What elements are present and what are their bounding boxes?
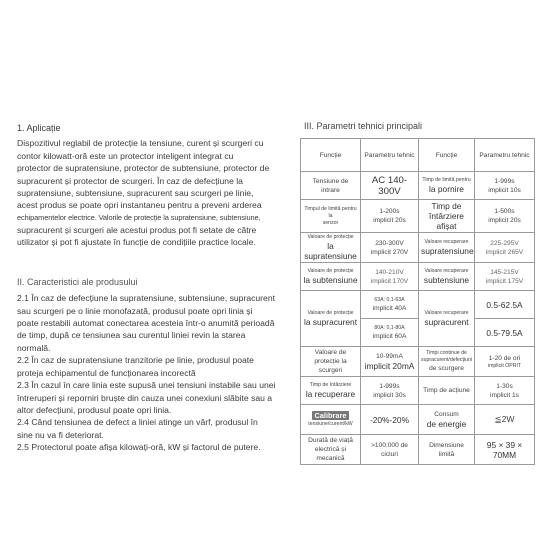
table-cell: Timpul de limită pentru la senzor: [301, 200, 361, 233]
table-cell: AC 140-300V: [361, 172, 419, 200]
table-cell: 80A: 0,1-80A implicit 60A: [361, 319, 419, 347]
feature-line: normală.: [17, 342, 51, 353]
feature-line: întreruperi și reporniri bruște din cauza unei conexiuni slăbite sau a: [17, 392, 273, 403]
application-line: Dispozitivul reglabil de protecție la tensiune, curent și scurgeri cu: [17, 138, 264, 149]
table-cell: 1-999s implicit 30s: [361, 377, 419, 405]
table-row: [301, 263, 535, 291]
table-cell: Timp de acțiune: [419, 377, 475, 405]
table-cell: 10-99mA implicit 20mA: [361, 347, 419, 377]
table-row: [301, 377, 535, 405]
table-row: [301, 435, 535, 465]
feature-line: poate restabili automat conectarea acesteia într-o anumită perioadă: [17, 318, 275, 329]
calibration-badge: Calibrare: [314, 411, 347, 420]
table-cell: 1-200s implicit 20s: [361, 200, 419, 233]
feature-line: 2.1 În caz de defecțiune la supratensiune, subtensiune, supracurent: [17, 293, 275, 304]
table-row: [301, 172, 535, 200]
table-cell: 140-210V implicit 170V: [361, 263, 419, 291]
table-cell: 63A: 0,1-63A implicit 40A: [361, 291, 419, 319]
application-line: contor kilowatt-oră este un protector inteligent integrat cu: [17, 150, 234, 161]
table-cell: 230-300V implicit 270V: [361, 233, 419, 263]
table-header-row: [301, 139, 535, 172]
table-cell: Valoare recuperare supratensiune: [419, 233, 475, 263]
table-cell: Tensiune de intrare: [301, 172, 361, 200]
section-application-title: 1. Aplicație: [17, 123, 61, 133]
feature-line: sau scurgeri pe o linie monofazată, produsul poate opri linia și: [17, 305, 253, 316]
feature-line: proteja echipamentul de funcționarea incorectă: [17, 367, 196, 378]
table-cell: Valoare recuperare supracurent: [419, 291, 475, 347]
table-cell: 1-999s implicit 10s: [475, 172, 535, 200]
table-cell: 1-30s implicit 1s: [475, 377, 535, 405]
table-cell: 0.5-79.5A: [475, 319, 535, 347]
table-cell: 0.5-62.5A: [475, 291, 535, 319]
header-function: Funcție: [301, 139, 361, 172]
feature-line: 2.2 În caz de supratensiune tranzitorie pe linie, produsul poate: [17, 355, 254, 366]
table-cell: Valoare de protecție la subtensiune: [301, 263, 361, 291]
table-cell: Durată de viață electrică și mecanică: [301, 435, 361, 465]
table-cell: Consum de energie: [419, 405, 475, 435]
feature-line: sine nu va fi deteriorat.: [17, 429, 104, 440]
table-cell: Timp de întârziere la recuperare: [301, 377, 361, 405]
table-cell: >100.000 de cicluri: [361, 435, 419, 465]
application-line: echipamentelor electrice. Valorile de protecție la supratensiune, subtensiune,: [17, 212, 261, 222]
application-line: protector de supratensiune, protector de subtensiune, protector de: [17, 163, 270, 174]
application-line: acest produs se poate opri instantaneu pentru a preveni arderea: [17, 200, 262, 211]
table-row: [301, 233, 535, 263]
table-cell: Timp de limită pentru la pornire: [419, 172, 475, 200]
application-line: supratensiune, subtensiune, supracurent sau scurgeri pe linie,: [17, 188, 254, 199]
table-cell: Valoare recuperare subtensiune: [419, 263, 475, 291]
table-cell: 145-215V implicit 175V: [475, 263, 535, 291]
feature-line: 2.4 Când tensiunea de defect a liniei atinge un vârf, produsul în: [17, 417, 258, 428]
parameters-title: III. Parametri tehnici principali: [304, 121, 423, 131]
table-cell: 1-500s implicit 20s: [475, 200, 535, 233]
table-cell: Valoare de protecție la supracurent: [301, 291, 361, 347]
left-column: [17, 122, 285, 454]
table-cell: Valoare de protecție la supratensiune: [301, 233, 361, 263]
application-line: utilizator și pot fi ajustate în funcție de condițiile practice locale.: [17, 237, 256, 248]
parameters-table: [300, 138, 535, 465]
table-cell: Valoare de protecție la scurgeri: [301, 347, 361, 377]
section-features-title: II. Caracteristici ale produsului: [17, 276, 138, 287]
table-cell: 95 × 39 × 70MM: [475, 435, 535, 465]
feature-line: 2.5 Protectorul poate afișa kilowați-oră, kW și factorul de putere.: [17, 442, 261, 453]
table-cell: Timp de întârziere afișat: [419, 200, 475, 233]
table-cell: ≦2W: [475, 405, 535, 435]
table-row: [301, 291, 535, 319]
table-cell: 225-295V implicit 265V: [475, 233, 535, 263]
feature-line: 2.3 În cazul în care linia este supusă unei tensiuni instabile sau unei: [17, 380, 276, 391]
header-parameter: Parametru tehnic: [361, 139, 419, 172]
table-cell: -20%-20%: [361, 405, 419, 435]
table-cell: Dimensiune limită: [419, 435, 475, 465]
table-cell: Calibrare tensiune/curent/kW: [301, 405, 361, 435]
right-column: [300, 121, 540, 465]
feature-line: de timp, după ce tensiunea sau curentul liniei revin la starea: [17, 330, 246, 341]
header-function: Funcție: [419, 139, 475, 172]
table-row: [301, 405, 535, 435]
table-row: [301, 200, 535, 233]
table-cell: 1-20 de ori implicit OPRIT: [475, 347, 535, 377]
header-parameter: Parametru tehnic: [475, 139, 535, 172]
table-cell: Timpi continue de supracurent/defecțiuni de scurgere: [419, 347, 475, 377]
application-line: supracurent și protector de scurgeri. În caz de defecțiune la: [17, 175, 243, 186]
feature-line: altor defecțiuni, produsul poate opri linia.: [17, 404, 172, 415]
application-line: supracurent și scurgeri ale acestui produs pot fi setate de către: [17, 225, 257, 236]
table-row: [301, 347, 535, 377]
